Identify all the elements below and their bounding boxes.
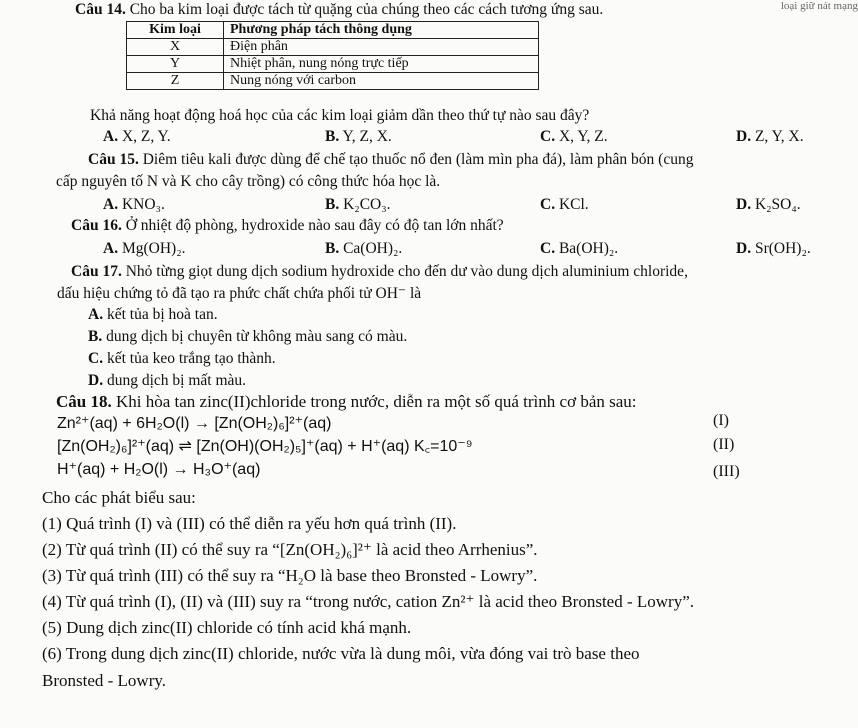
q15-line1 — [88, 150, 693, 170]
option-key: D. — [736, 240, 752, 257]
option-text: X, Z, Y. — [121, 128, 171, 145]
q17-line1 — [71, 262, 688, 282]
option-text: dung dịch bị chuyên từ không màu sang có màu. — [106, 328, 408, 345]
option-key: D. — [736, 128, 752, 145]
q17-option-d — [88, 371, 246, 391]
statement-2: (2) Từ quá trình (II) có thể suy ra “[Zn(OH₂)₆]²⁺ là acid theo Arrhenius”. — [42, 540, 538, 559]
q16-label: Câu 16. — [71, 217, 122, 234]
option-key: C. — [88, 350, 104, 367]
q16-header — [71, 216, 504, 236]
option-text: dung dịch bị mất màu. — [106, 372, 246, 389]
table-cell: Nhiệt phân, nung nóng trực tiếp — [224, 56, 539, 73]
q14-text: Cho ba kim loại được tách từ quặng của chúng theo các cách tương ứng sau. — [129, 1, 604, 18]
option-key: A. — [88, 306, 104, 323]
q16-option-c — [540, 239, 618, 259]
q15-option-a — [103, 195, 165, 215]
q17-option-c — [88, 349, 276, 369]
equation-1-tag: (I) — [713, 412, 729, 429]
corner-fragment: loại giữ nát mạng — [780, 0, 858, 12]
q15-option-c — [540, 195, 589, 215]
table-header-row — [127, 22, 539, 39]
statement-6: (6) Trong dung dịch zinc(II) chloride, nước vừa là dung môi, vừa đóng vai trò base theo — [42, 644, 640, 663]
statement-3: (3) Từ quá trình (III) có thể suy ra “H₂O là base theo Bronsted - Lowry”. — [42, 566, 538, 585]
q18-header — [56, 391, 637, 413]
q16-text: Ở nhiệt độ phòng, hydroxide nào sau đây có độ tan lớn nhất? — [125, 217, 504, 234]
q14-label: Câu 14. — [75, 1, 126, 18]
option-key: D. — [88, 372, 104, 389]
q16-option-a — [103, 239, 185, 259]
q18-text: Khi hòa tan zinc(II)chloride trong nước, diễn ra một số quá trình cơ bản sau: — [115, 392, 637, 411]
option-key: D. — [736, 196, 752, 213]
option-text: Z, Y, X. — [754, 128, 804, 145]
option-text: X, Y, Z. — [558, 128, 608, 145]
option-key: B. — [325, 128, 340, 145]
option-key: C. — [540, 128, 556, 145]
option-key: B. — [325, 240, 340, 257]
option-key: C. — [540, 240, 556, 257]
q14-option-a — [103, 127, 171, 147]
table-header-cell: Phương pháp tách thông dụng — [224, 22, 539, 39]
option-text: Ca(OH)₂. — [343, 240, 403, 257]
q15-text-1: Diêm tiêu kali được dùng để chế tạo thuốc nổ đen (làm mìn pha đá), làm phân bón (cung — [142, 151, 694, 168]
table-cell: Y — [127, 56, 224, 73]
option-text: KNO₃. — [121, 196, 165, 213]
table-cell: Nung nóng với carbon — [224, 73, 539, 90]
q17-line2: dấu hiệu chứng tỏ đã tạo ra phức chất chứa phối tử OH⁻ là — [57, 285, 422, 302]
q15-label: Câu 15. — [88, 151, 139, 168]
option-key: A. — [103, 240, 119, 257]
statement-4: (4) Từ quá trình (I), (II) và (III) suy ra “trong nước, cation Zn²⁺ là acid theo Bronsted - Lowry”. — [42, 592, 695, 611]
statement-6-continued: Bronsted - Lowry. — [42, 671, 167, 690]
option-text: Ba(OH)₂. — [558, 240, 619, 257]
q17-option-b — [88, 327, 407, 347]
q16-option-d — [736, 239, 811, 259]
option-key: B. — [88, 328, 103, 345]
option-text: Sr(OH)₂. — [754, 240, 811, 257]
option-text: Mg(OH)₂. — [121, 240, 186, 257]
option-key: B. — [325, 196, 340, 213]
option-text: kết tủa bị hoà tan. — [106, 306, 218, 323]
q16-option-b — [325, 239, 402, 259]
option-key: C. — [540, 196, 556, 213]
option-text: KCl. — [558, 196, 589, 213]
statement-1: (1) Quá trình (I) và (III) có thể diễn ra yếu hơn quá trình (II). — [42, 514, 457, 533]
option-text: K₂CO₃. — [343, 196, 391, 213]
table-cell: X — [127, 39, 224, 56]
q14-option-d — [736, 127, 804, 147]
q15-option-b — [325, 195, 391, 215]
q14-question: Khả năng hoạt động hoá học của các kim loại giảm dần theo thứ tự nào sau đây? — [90, 107, 590, 124]
q14-option-c — [540, 127, 608, 147]
table-row — [127, 39, 539, 56]
option-text: kết tủa keo trắng tạo thành. — [106, 350, 276, 367]
table-row — [127, 56, 539, 73]
q15-option-d — [736, 195, 801, 215]
q17-option-a — [88, 305, 218, 325]
statements-intro: Cho các phát biểu sau: — [42, 488, 196, 507]
table-cell: Điện phân — [224, 39, 539, 56]
q14-header — [75, 0, 603, 20]
equation-2-tag: (II) — [713, 436, 735, 453]
equation-2: [Zn(OH₂)₆]²⁺(aq) ⇌ [Zn(OH)(OH₂)₅]⁺(aq) + H⁺(aq) K꜀=10⁻⁹ — [57, 438, 473, 455]
option-key: A. — [103, 128, 119, 145]
q14-option-b — [325, 127, 392, 147]
option-text: K₂SO₄. — [754, 196, 801, 213]
equation-1: Zn²⁺(aq) + 6H₂O(l) → [Zn(OH₂)₆]²⁺(aq) — [57, 415, 332, 432]
q17-label: Câu 17. — [71, 263, 122, 280]
table-row — [127, 73, 539, 90]
equation-3: H⁺(aq) + H₂O(l) → H₃O⁺(aq) — [57, 461, 261, 478]
option-key: A. — [103, 196, 119, 213]
equation-3-tag: (III) — [713, 463, 740, 480]
table-cell: Z — [127, 73, 224, 90]
q17-text-1: Nhỏ từng giọt dung dịch sodium hydroxide cho đến dư vào dung dịch aluminium chloride, — [125, 263, 688, 280]
q18-label: Câu 18. — [56, 392, 112, 411]
statement-5: (5) Dung dịch zinc(II) chloride có tính acid khá mạnh. — [42, 618, 412, 637]
table-header-cell: Kim loại — [127, 22, 224, 39]
option-text: Y, Z, X. — [342, 128, 392, 145]
q14-table — [126, 21, 539, 90]
q15-line2: cấp nguyên tố N và K cho cây trồng) có công thức hóa học là. — [56, 173, 441, 190]
